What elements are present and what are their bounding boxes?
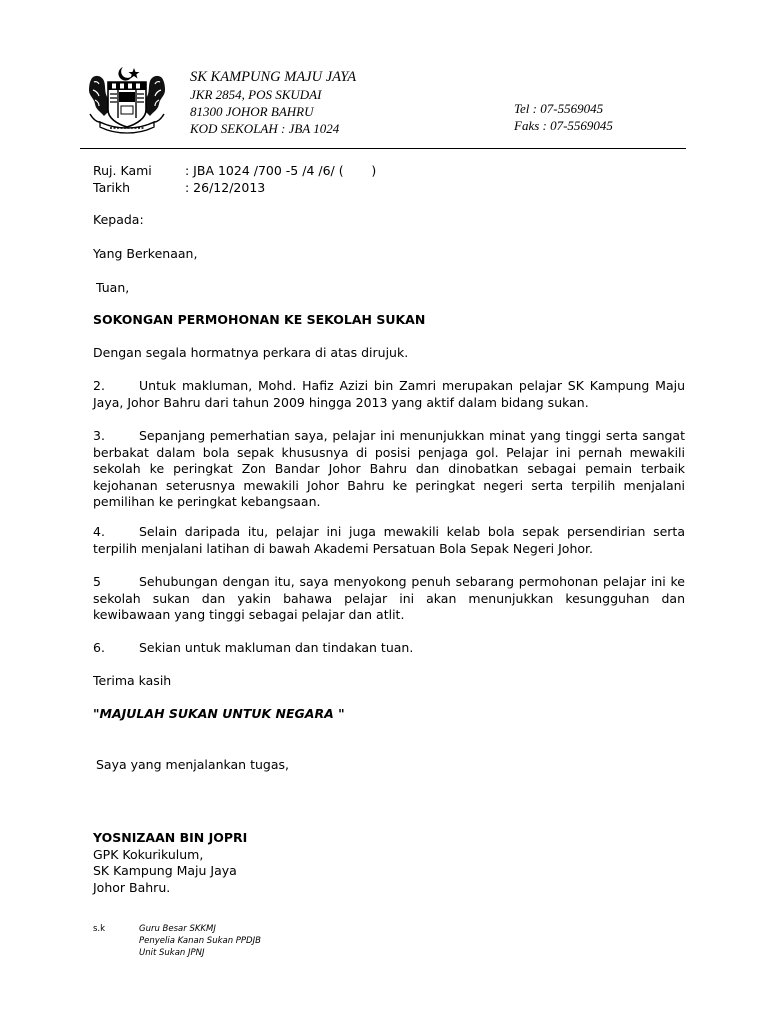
letter-subject: SOKONGAN PERMOHONAN KE SEKOLAH SUKAN bbox=[93, 312, 426, 327]
closing: Terima kasih bbox=[93, 673, 172, 688]
coat-of-arms-emblem bbox=[78, 64, 176, 138]
letterhead-contact bbox=[514, 100, 684, 134]
paragraph-number: 5 bbox=[93, 574, 101, 589]
paragraph-2 bbox=[93, 378, 685, 411]
paragraph-number: 6. bbox=[93, 640, 105, 655]
ref-value: : JBA 1024 /700 -5 /4 /6/ ( ) bbox=[185, 163, 377, 178]
to-label: Kepada: bbox=[93, 212, 144, 227]
paragraph-text: Sekian untuk makluman dan tindakan tuan. bbox=[139, 640, 414, 655]
address-line-1: JKR 2854, POS SKUDAI bbox=[190, 87, 322, 102]
salutation: Tuan, bbox=[96, 280, 130, 295]
signatory-city: Johor Bahru. bbox=[93, 879, 171, 895]
paragraph-number: 3. bbox=[93, 428, 105, 443]
paragraph-4 bbox=[93, 524, 685, 557]
paragraph-3 bbox=[93, 428, 685, 511]
motto: "MAJULAH SUKAN UNTUK NEGARA " bbox=[93, 706, 345, 721]
header-divider bbox=[80, 148, 686, 149]
school-name: SK KAMPUNG MAJU JAYA bbox=[190, 69, 357, 85]
school-code: KOD SEKOLAH : JBA 1024 bbox=[190, 121, 340, 136]
cc-recipient: Penyelia Kanan Sukan PPDJB bbox=[139, 936, 261, 946]
address-line-2: 81300 JOHOR BAHRU bbox=[190, 104, 314, 119]
paragraph-text: Sepanjang pemerhatian saya, pelajar ini menunjukkan minat yang tinggi serta sangat berbakat dalam bola sepak khususnya di posisi penjaga gol. Pelajar ini pernah mewakili sekolah ke peringkat Zon Bandar Johor Bahru dan dinobatkan sebagai pemain terbaik kejohanan seterusnya mewakili Johor Bahru ke peringkat negeri serta terpilih menjalani pemilihan ke peringkat kebangsaan. bbox=[93, 428, 685, 509]
cc-recipient: Unit Sukan JPNJ bbox=[139, 948, 205, 958]
fax: Faks : 07-5569045 bbox=[514, 118, 613, 133]
signatory-position: GPK Kokurikulum, bbox=[93, 846, 204, 862]
paragraph-5 bbox=[93, 574, 685, 624]
cc-recipient: Guru Besar SKKMJ bbox=[139, 924, 216, 934]
addressee: Yang Berkenaan, bbox=[93, 246, 198, 261]
signatory-block bbox=[93, 830, 685, 896]
date-value: : 26/12/2013 bbox=[185, 179, 266, 195]
telephone: Tel : 07-5569045 bbox=[514, 101, 604, 116]
paragraph-number: 4. bbox=[93, 524, 105, 539]
sign-off: Saya yang menjalankan tugas, bbox=[96, 757, 289, 772]
reference-block bbox=[93, 163, 685, 196]
ref-label: Ruj. Kami bbox=[93, 163, 152, 178]
paragraph-6 bbox=[93, 640, 685, 657]
date-label: Tarikh bbox=[93, 179, 130, 195]
paragraph-text: Sehubungan dengan itu, saya menyokong penuh sebarang permohonan pelajar ini ke sekolah sukan dan yakin bahawa pelajar ini akan menunjukkan kesungguhan dan kewibawaan yang tinggi sebagai pelajar dan atlit. bbox=[93, 574, 685, 622]
cc-label: s.k bbox=[93, 924, 106, 934]
cc-recipients bbox=[139, 923, 399, 959]
paragraph-text: Untuk makluman, Mohd. Hafiz Azizi bin Zamri merupakan pelajar SK Kampung Maju Jaya, Johor Bahru dari tahun 2009 hingga 2013 yang aktif dalam bidang sukan. bbox=[93, 378, 685, 410]
signatory-name: YOSNIZAAN BIN JOPRI bbox=[93, 830, 248, 845]
paragraph-number: 2. bbox=[93, 378, 105, 393]
paragraph-text: Selain daripada itu, pelajar ini juga mewakili kelab bola sepak persendirian serta terpilih menjalani latihan di bawah Akademi Persatuan Bola Sepak Negeri Johor. bbox=[93, 524, 685, 556]
intro-paragraph: Dengan segala hormatnya perkara di atas dirujuk. bbox=[93, 345, 409, 360]
signatory-school: SK Kampung Maju Jaya bbox=[93, 863, 237, 878]
